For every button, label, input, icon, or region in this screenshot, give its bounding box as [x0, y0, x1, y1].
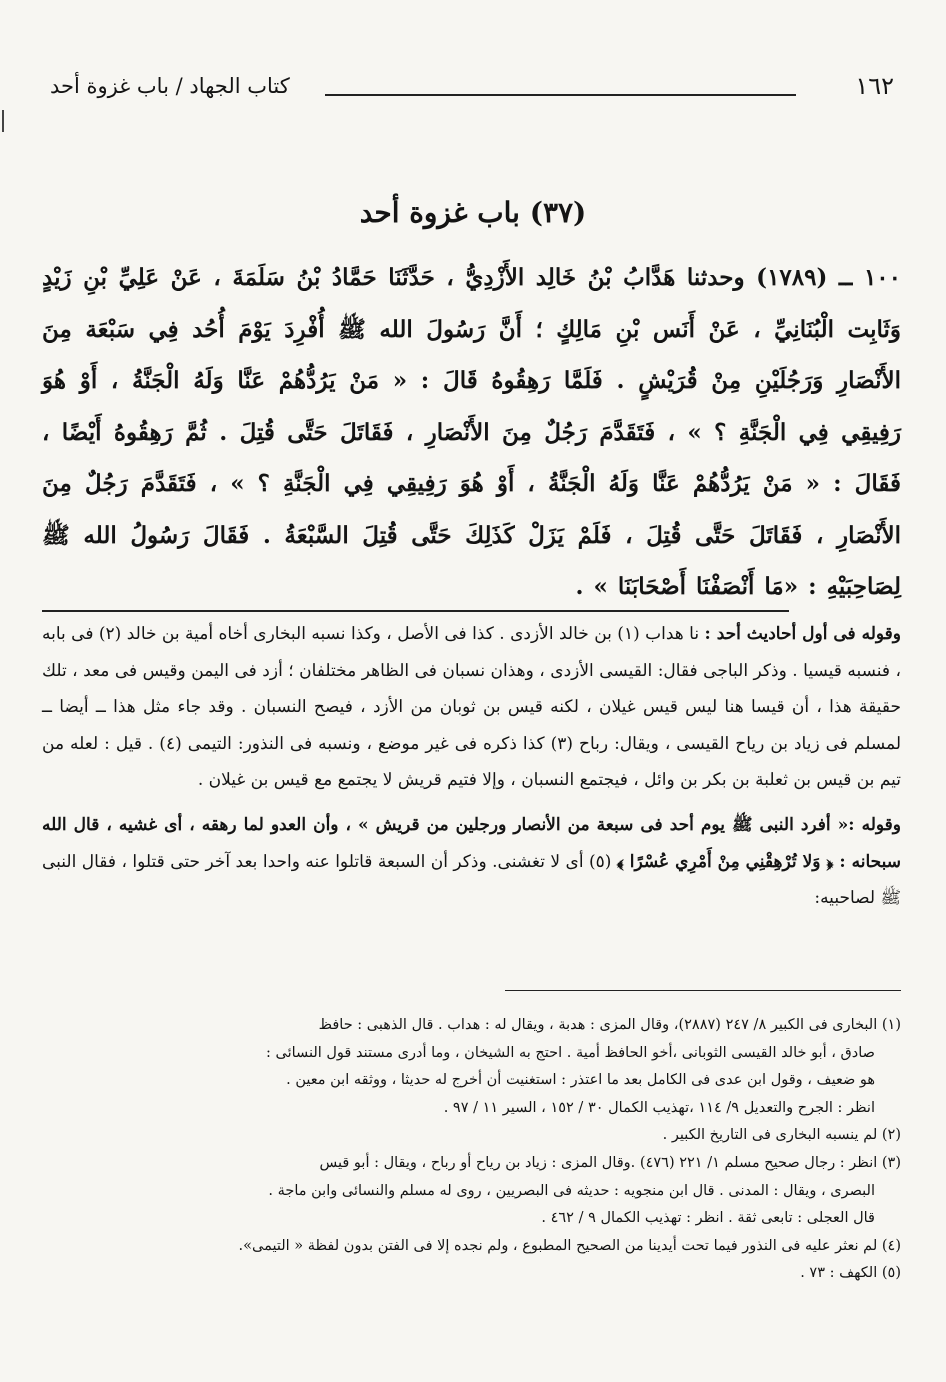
footnote-line: (٤) لم نعثر عليه فى النذور فيما تحت أيدينا من الصحيح المطبوع ، ولم نجده إلا فى الفتن بدون لفظة « التيمى».: [238, 1237, 901, 1254]
commentary-quote: « أفرد النبى ﷺ يوم أحد فى سبعة من الأنصار ورجلين من قريش » ، وأن العدو لما رهقه ، أى غشيه ، قال الله سبحانه :: [42, 814, 902, 872]
commentary-paragraph-1: [42, 616, 901, 799]
footnote-line: (١) البخارى فى الكبير ٨/ ٢٤٧ (٢٨٨٧)، وقال المزى : هدبة ، ويقال له : هداب . قال الذهبى : حافظ: [318, 1017, 901, 1033]
running-header: [40, 72, 894, 106]
footnote-4: [42, 1233, 901, 1261]
commentary-lead-1: وقوله فى أول أحاديث أحد :: [704, 624, 902, 644]
footnote-1: [42, 1012, 901, 1122]
footnote-rule: [505, 990, 901, 991]
footnote-line: صادق ، أبو خالد القيسى الثوبانى ،أخو الحافظ أمية . احتج به الشيخان ، وما أدرى مستند قول النسائى :: [266, 1044, 875, 1061]
header-rule: [325, 94, 796, 96]
chapter-title: (٣٧) باب غزوة أحد: [359, 196, 587, 229]
footnote-3: [42, 1150, 901, 1233]
commentary-paragraph-2: [42, 807, 901, 917]
section-rule: [42, 610, 789, 612]
footnote-line: (٥) الكهف : ٧٣ .: [800, 1265, 901, 1282]
footnote-2: [42, 1122, 901, 1150]
footnote-5: [42, 1260, 901, 1288]
running-title: كتاب الجهاد / باب غزوة أحد: [50, 74, 290, 98]
footnote-line: (٣) انظر : رجال صحيح مسلم ١/ ٢٢١ (٤٧٦) .وقال المزى : زياد بن رياح أو رباح ، ويقال : أبو قيس: [319, 1154, 901, 1171]
footnote-line: (٢) لم ينسبه البخارى فى التاريخ الكبير .: [662, 1127, 901, 1144]
footnotes: [42, 1012, 901, 1288]
footnote-line: انظر : الجرح والتعديل ٩/ ١١٤ ،تهذيب الكمال ٣٠ / ١٥٢ ، السير ١١ / ٩٧ .: [443, 1099, 875, 1116]
commentary-body-2: (٥) أى لا تغشنى. وذكر أن السبعة قاتلوا عنه واحدا بعد آخر حتى قتلوا ، فقال النبى ﷺ لصاحبيه:: [42, 851, 901, 909]
commentary-lead-2: وقوله :: [848, 814, 902, 835]
footnote-line: قال العجلى : تابعى ثقة . انظر : تهذيب الكمال ٩ / ٤٦٢ .: [541, 1210, 875, 1227]
footnote-line: البصرى ، ويقال : المدنى . قال ابن منجويه : حديثه فى البصريين ، روى له مسلم والنسائى وابن ماجة .: [268, 1182, 875, 1199]
commentary: [42, 616, 901, 917]
quran-verse: ﴿ وَلا تُرْهِقْنِي مِنْ أَمْرِي عُسْرًا ﴾: [616, 851, 834, 872]
commentary-body-1: نا هداب (١) بن خالد الأزدى . كذا فى الأصل ، وكذا نسبه البخارى أخاه أمية بن خالد (٢) فى بابه ، فنسبه قيسيا . وذكر الباجى فقال: القيسى الأزدى ، وهذان نسبان فى الظاهر مختلفان ؛ أزد فى اليمن وقيس فى معد ، تلك حقيقة هذا ، أن قيسا هنا ليس قيس غيلان ، لكنه قيس بن ثوبان من الأزد ، فيصح النسبان . وقد جاء مثل هذا ــ أيضا ــ لمسلم فى زياد بن رياح القيسى ، ويقال: رباح (٣) كذا ذكره فى غير موضع ، ونسبه فى النذور: التيمى (٤) . قيل : لعله من تيم بن قيس بن ثعلبة بن بكر بن وائل ، فيجتمع النسبان ، وإلا فتيم قريش لا يجتمع مع قيس بن غيلان .: [42, 624, 902, 791]
page-number: ١٦٢: [855, 72, 894, 100]
hadith-text: ١٠٠ ــ (١٧٨٩) وحدثنا هَدَّابُ بْنُ خَالِد الأَزْدِيُّ ، حَدَّثَنَا حَمَّادُ بْنُ سَلَمَةَ ، عَنْ عَلِيِّ بْنِ زَيْدٍ وَثَابِت الْبُنَانِيِّ ، عَنْ أَنَس بْنِ مَالِكٍ ؛ أَنَّ رَسُولَ الله ﷺ أُفْرِدَ يَوْمَ أُحُد فِي سَبْعَة مِنَ الأَنْصَارِ وَرَجُلَيْنِ مِنْ قُرَيْشٍ . فَلَمَّا رَهِقُوهُ قَالَ : « مَنْ يَرُدُّهُمْ عَنَّا وَلَهُ الْجَنَّةُ ، أَوْ هُوَ رَفِيقِي فِي الْجَنَّةِ ؟ » ، فَتَقَدَّمَ رَجُلٌ مِنَ الأَنْصَارِ ، فَقَاتَلَ حَتَّى قُتِلَ . ثُمَّ رَهِقُوهُ أَيْضًا ، فَقَالَ : « مَنْ يَرُدُّهُمْ عَنَّا وَلَهُ الْجَنَّةُ ، أَوْ هُوَ رَفِيقِي فِي الْجَنَّةِ ؟ » ، فَتَقَدَّمَ رَجُلٌ مِنَ الأَنْصَارِ ، فَقَاتَلَ حَتَّى قُتِلَ ، فَلَمْ يَزَلْ كَذَلِكَ حَتَّى قُتِلَ السَّبْعَةُ . فَقَالَ رَسُولُ الله ﷺ لِصَاحِبَيْهِ : «مَا أَنْصَفْنَا أَصْحَابَنَا » .: [42, 264, 901, 600]
footnote-line: هو ضعيف ، وقول ابن عدى فى الكامل بعد ما اعتذر : استغنيت أن أخرج له حديثا ، ووثقه ابن معين .: [286, 1072, 875, 1089]
margin-mark: [2, 110, 4, 132]
